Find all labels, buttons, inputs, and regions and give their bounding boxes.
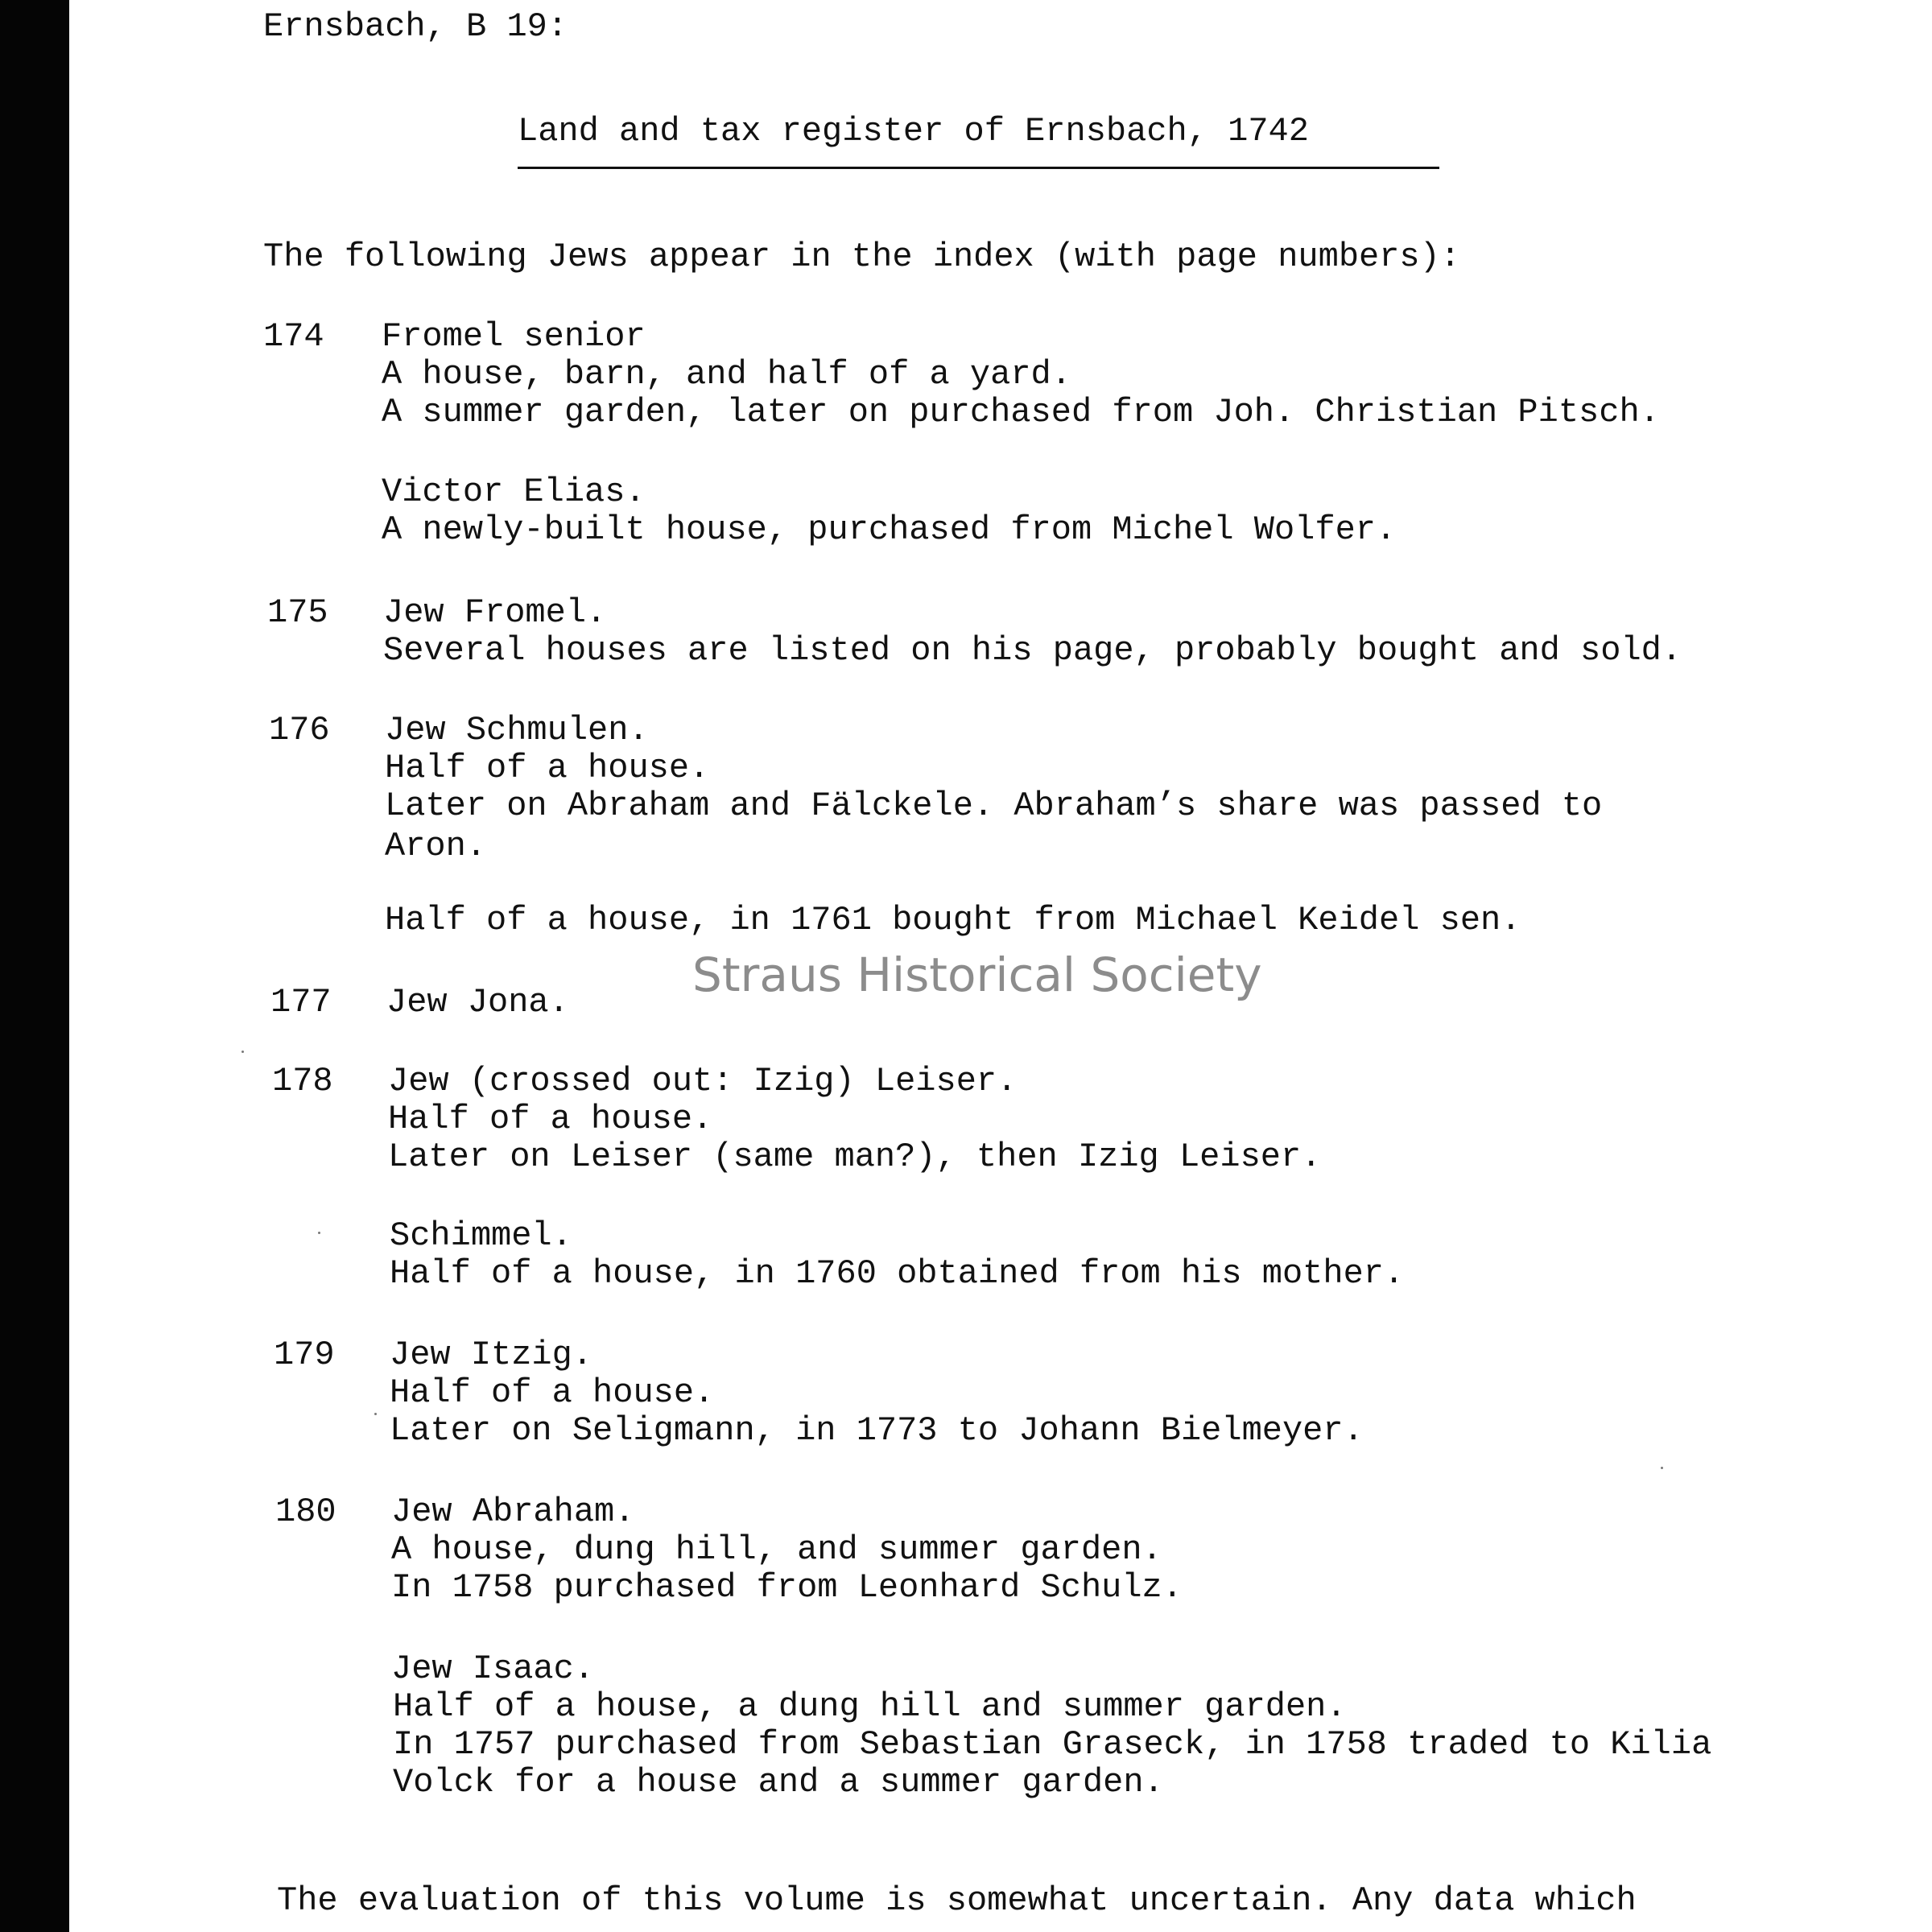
entry-line: Jew Fromel. <box>383 593 607 632</box>
page-number: 176 <box>269 711 330 749</box>
page-number: 174 <box>263 317 324 356</box>
entry-line: Jew Itzig. <box>390 1335 593 1374</box>
entry-line: A summer garden, later on purchased from Joh. Christian Pitsch. <box>382 393 1660 431</box>
entry-line: Aron. <box>385 827 487 865</box>
entry-line: A newly-built house, purchased from Michel Wolfer. <box>382 510 1397 549</box>
entry-line: Several houses are listed on his page, probably bought and sold. <box>383 631 1682 670</box>
entry-line: A house, dung hill, and summer garden. <box>391 1530 1162 1569</box>
entry-line: Half of a house. <box>390 1373 715 1412</box>
document-title: Land and tax register of Ernsbach, 1742 <box>518 112 1309 151</box>
entry-line: Victor Elias. <box>382 473 646 511</box>
footer-line: The evaluation of this volume is somewhat uncertain. Any data which <box>277 1881 1637 1920</box>
entry-line: Later on Abraham and Fälckele. Abraham’s share was passed to <box>385 786 1603 825</box>
entry-line: In 1757 purchased from Sebastian Graseck, in 1758 traded to Kilia <box>393 1725 1712 1764</box>
entry-line: Jew Abraham. <box>391 1492 635 1531</box>
entry-line: Jew Jona. <box>386 983 569 1022</box>
page-number: 178 <box>272 1062 333 1100</box>
entry-line: Later on Seligmann, in 1773 to Johann Bielmeyer. <box>390 1411 1364 1450</box>
scan-edge <box>0 0 69 1932</box>
reference-line: Ernsbach, B 19: <box>263 7 568 46</box>
entry-line: Volck for a house and a summer garden. <box>393 1763 1164 1802</box>
entry-line: Half of a house, in 1761 bought from Michael Keidel sen. <box>385 901 1521 939</box>
page-number: 177 <box>270 983 332 1022</box>
title-underline <box>518 167 1439 169</box>
entry-line: Fromel senior <box>382 317 646 356</box>
entry-line: Half of a house, a dung hill and summer garden. <box>393 1687 1347 1726</box>
entry-line: Jew (crossed out: Izig) Leiser. <box>388 1062 1018 1100</box>
entry-line: A house, barn, and half of a yard. <box>382 355 1071 394</box>
intro-line: The following Jews appear in the index (with page numbers): <box>263 237 1461 276</box>
watermark: Straus Historical Society <box>692 947 1262 1002</box>
scan-speck <box>374 1413 377 1415</box>
scan-speck <box>1661 1467 1663 1469</box>
entry-line: Jew Schmulen. <box>385 711 649 749</box>
page-number: 180 <box>275 1492 336 1531</box>
page-number: 175 <box>267 593 328 632</box>
scan-speck <box>318 1232 320 1234</box>
page-number: 179 <box>274 1335 335 1374</box>
entry-line: Jew Isaac. <box>391 1649 595 1688</box>
entry-line: In 1758 purchased from Leonhard Schulz. <box>391 1568 1183 1607</box>
entry-line: Half of a house. <box>388 1100 713 1138</box>
entry-line: Later on Leiser (same man?), then Izig Leiser. <box>388 1137 1322 1176</box>
scan-speck <box>242 1051 244 1053</box>
entry-line: Half of a house. <box>385 749 710 787</box>
entry-line: Half of a house, in 1760 obtained from his mother. <box>390 1254 1405 1293</box>
entry-line: Schimmel. <box>390 1216 572 1255</box>
